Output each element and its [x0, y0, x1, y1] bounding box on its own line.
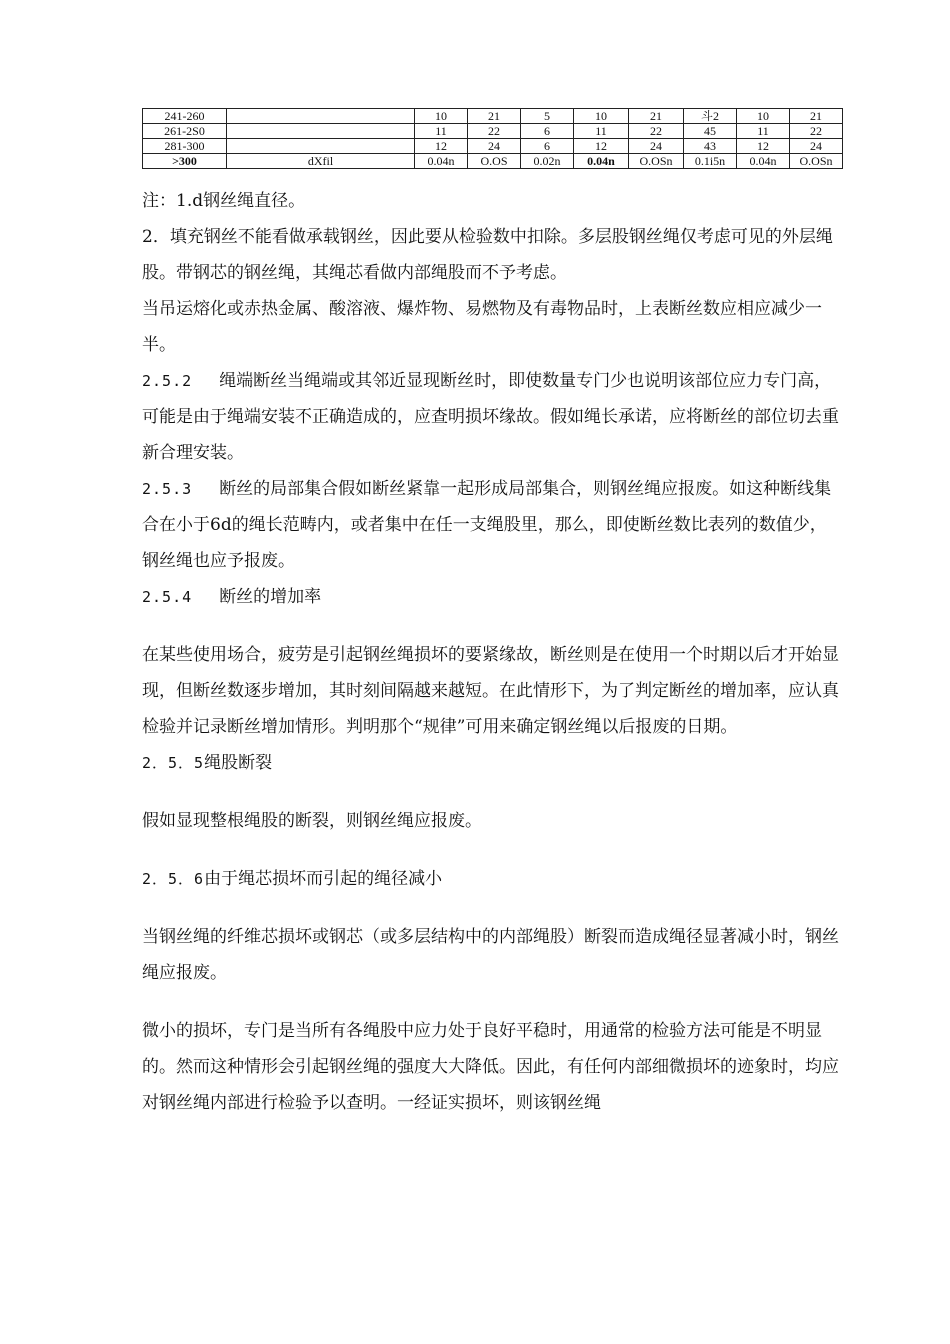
section-text: 绳端断丝当绳端或其邻近显现断丝时，即使数量专门少也说明该部位应力专门高，可能是由于绳端安装不正确造成的，应查明损坏缘故。假如绳长承诺，应将断丝的部位切去重新合理安装。: [142, 371, 839, 463]
paragraph: 当钢丝绳的纤维芯损坏或钢芯（或多层结构中的内部绳股）断裂而造成绳径显著减小时，钢丝绳应报废。: [142, 927, 839, 983]
document-page: [142, 108, 842, 1121]
note-paragraph: [142, 183, 842, 219]
table-cell: 281-300: [143, 139, 227, 154]
section-text: 绳股断裂: [204, 753, 273, 773]
table-cell: [227, 124, 415, 139]
table-cell: dXfil: [227, 154, 415, 169]
table-cell: 21: [468, 109, 521, 124]
section-number: 2.5.4: [142, 588, 193, 606]
table-cell: 12: [415, 139, 468, 154]
table-cell: 11: [737, 124, 790, 139]
table-cell: O.OS: [468, 154, 521, 169]
document-body: [142, 183, 842, 1121]
table-cell: 10: [737, 109, 790, 124]
section-number: 2．5．6: [142, 870, 205, 888]
note-text: d钢丝绳直径。: [192, 191, 306, 211]
table-row: [143, 139, 843, 154]
table-cell: [227, 109, 415, 124]
table-cell: 45: [684, 124, 737, 139]
table-cell: 21: [790, 109, 843, 124]
table-cell: 6: [521, 124, 574, 139]
section-heading: [142, 745, 842, 781]
table-cell: 24: [468, 139, 521, 154]
section-paragraph: [142, 471, 842, 579]
section-heading: [142, 861, 842, 897]
section-number: 2．5．5: [142, 754, 205, 772]
paragraph: 2．填充钢丝不能看做承载钢丝，因此要从检验数中扣除。多层股钢丝绳仅考虑可见的外层绳股。带钢芯的钢丝绳，其绳芯看做内部绳股而不予考虑。: [142, 227, 833, 283]
table-cell: 24: [790, 139, 843, 154]
table-row: [143, 154, 843, 169]
table-row: [143, 109, 843, 124]
section-number: 2.5.2: [142, 372, 193, 390]
table-cell: 0.1i5n: [684, 154, 737, 169]
table-cell: 0.04n: [415, 154, 468, 169]
table-cell: 11: [574, 124, 629, 139]
table-cell: 22: [468, 124, 521, 139]
table-cell: 24: [629, 139, 684, 154]
table-cell: 5: [521, 109, 574, 124]
section-text: 断丝的局部集合假如断丝紧靠一起形成局部集合，则钢丝绳应报废。如这种断线集合在小于6d的绳长范畴内，或者集中在任一支绳股里，那么，即使断丝数比表列的数值少，钢丝绳也应予报废。: [142, 479, 832, 571]
wire-break-table: [142, 108, 843, 169]
section-text: 由于绳芯损坏而引起的绳径减小: [204, 869, 443, 889]
table-cell: 22: [790, 124, 843, 139]
table-cell: 0.04n: [574, 154, 629, 169]
paragraph: 微小的损坏，专门是当所有各绳股中应力处于良好平稳时，用通常的检验方法可能是不明显的。然而这种情形会引起钢丝绳的强度大大降低。因此，有任何内部细微损坏的迹象时，均应对钢丝绳内部进行检验予以查明。一经证实损坏，则该钢丝绳: [142, 1021, 839, 1113]
table-cell: 0.04n: [737, 154, 790, 169]
table-cell: 12: [737, 139, 790, 154]
table-row: [143, 124, 843, 139]
table-cell: 0.02n: [521, 154, 574, 169]
section-text: 断丝的增加率: [219, 587, 322, 607]
paragraph: 假如显现整根绳股的断裂，则钢丝绳应报废。: [142, 811, 482, 831]
section-number: 2.5.3: [142, 480, 193, 498]
table-cell: 43: [684, 139, 737, 154]
section-heading: [142, 579, 842, 615]
table-cell: O.OSn: [629, 154, 684, 169]
paragraph: 当吊运熔化或赤热金属、酸溶液、爆炸物、易燃物及有毒物品时，上表断丝数应相应减少一半。: [142, 299, 822, 355]
note-prefix: 注：1.: [142, 191, 193, 211]
paragraph: 在某些使用场合，疲劳是引起钢丝绳损坏的要紧缘故，断丝则是在使用一个时期以后才开始显现，但断丝数逐步增加，其时刻间隔越来越短。在此情形下，为了判定断丝的增加率，应认真检验并记录断丝增加情形。判明那个“规律”可用来确定钢丝绳以后报废的日期。: [142, 645, 839, 737]
table-cell: 241-260: [143, 109, 227, 124]
section-paragraph: [142, 363, 842, 471]
table-cell: 10: [415, 109, 468, 124]
table-cell: >300: [143, 154, 227, 169]
table-cell: O.OSn: [790, 154, 843, 169]
table-cell: 斗2: [684, 109, 737, 124]
table-cell: [227, 139, 415, 154]
table-cell: 11: [415, 124, 468, 139]
table-cell: 10: [574, 109, 629, 124]
table-cell: 21: [629, 109, 684, 124]
table-cell: 261-2S0: [143, 124, 227, 139]
table-cell: 12: [574, 139, 629, 154]
table-cell: 22: [629, 124, 684, 139]
table-cell: 6: [521, 139, 574, 154]
